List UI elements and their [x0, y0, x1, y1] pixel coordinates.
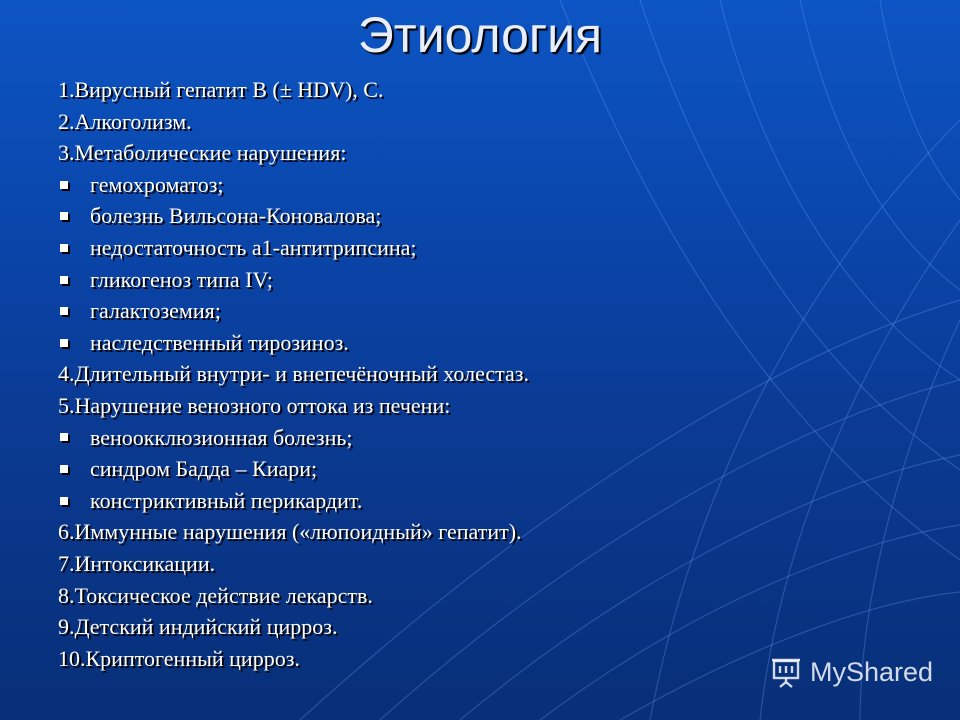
item-text: 9.Детский индийский цирроз. [58, 614, 338, 640]
list-item-bullet [58, 264, 938, 296]
square-bullet-icon [60, 433, 68, 441]
item-text: 2.Алкоголизм. [58, 108, 192, 134]
list-item-bullet [58, 422, 938, 454]
item-text: 7.Интоксикации. [58, 550, 216, 576]
list-item-numbered [58, 137, 938, 169]
list-item-numbered [58, 106, 938, 138]
square-bullet-icon [60, 181, 68, 189]
slide-title: Этиология [357, 7, 603, 63]
square-bullet-icon [60, 465, 68, 473]
square-bullet-icon [60, 276, 68, 284]
list-item-numbered [58, 611, 938, 643]
etiology-list [58, 74, 938, 674]
list-item-bullet [58, 232, 938, 264]
presentation-board-icon [768, 654, 804, 690]
list-item-bullet [58, 295, 938, 327]
list-item-bullet [58, 327, 938, 359]
item-text: 4.Длительный внутри- и внепечёночный холестаз. [58, 361, 530, 387]
item-text: веноокклюзионная болезнь; [90, 424, 353, 450]
item-text: болезнь Вильсона-Коновалова; [90, 203, 382, 229]
list-item-numbered [58, 580, 938, 612]
list-item-numbered [58, 390, 938, 422]
item-text: синдром Бадда – Киари; [90, 456, 318, 482]
list-item-numbered [58, 358, 938, 390]
square-bullet-icon [60, 244, 68, 252]
list-item-numbered [58, 643, 938, 675]
square-bullet-icon [60, 307, 68, 315]
item-text: 8.Токсическое действие лекарств. [58, 582, 373, 608]
list-item-numbered [58, 516, 938, 548]
item-text: гликогеноз типа IV; [90, 266, 273, 292]
item-text: 6.Иммунные нарушения («люпоидный» гепатит). [58, 519, 522, 545]
square-bullet-icon [60, 497, 68, 505]
item-text: гемохроматоз; [90, 171, 224, 197]
item-text: констриктивный перикардит. [90, 487, 363, 513]
list-item-numbered [58, 74, 938, 106]
square-bullet-icon [60, 212, 68, 220]
list-item-bullet [58, 169, 938, 201]
list-item-bullet [58, 453, 938, 485]
list-item-bullet [58, 200, 938, 232]
item-text: 3.Метаболические нарушения: [58, 140, 347, 166]
item-text: 5.Нарушение венозного оттока из печени: [58, 392, 451, 418]
item-text: недостаточность а1-антитрипсина; [90, 234, 417, 260]
list-item-bullet [58, 485, 938, 517]
item-text: 10.Криптогенный цирроз. [58, 645, 300, 671]
item-text: 1.Вирусный гепатит В (± HDV), С. [58, 77, 384, 102]
square-bullet-icon [60, 339, 68, 347]
list-item-numbered [58, 548, 938, 580]
item-text: наследственный тирозиноз. [90, 329, 349, 355]
watermark-text: MyShared [810, 657, 934, 687]
item-text: галактоземия; [90, 298, 221, 324]
